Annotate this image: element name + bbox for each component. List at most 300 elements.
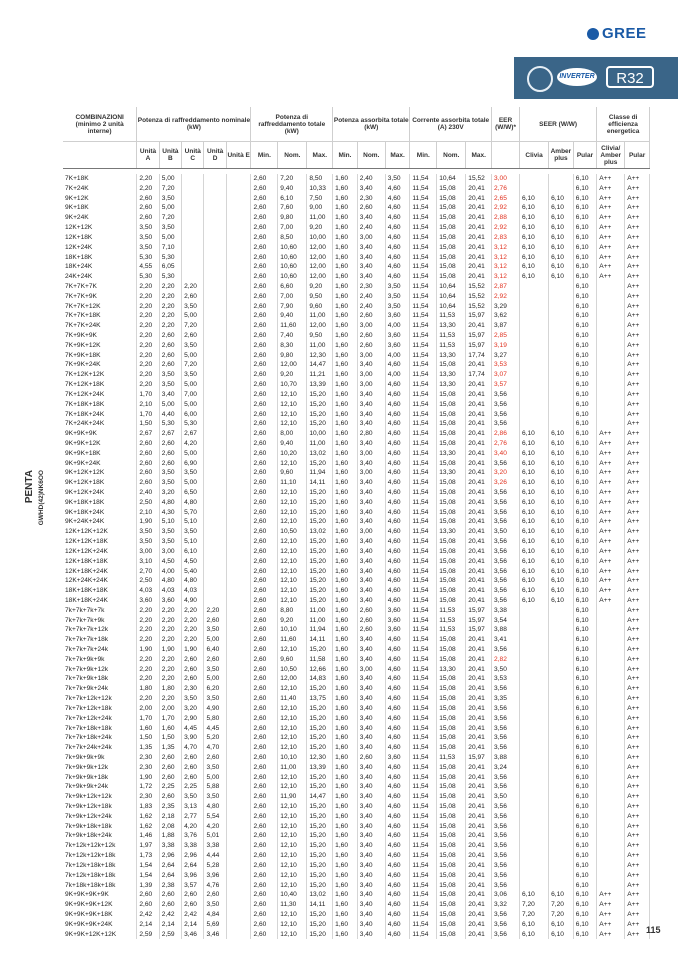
value-cell: 2,60	[137, 203, 159, 213]
header-raff-nominale: Potenza di raffreddamento nominale (kW)	[137, 107, 251, 142]
value-cell: 4,60	[385, 861, 410, 871]
value-cell: 1,60	[333, 900, 358, 910]
value-cell: 11,54	[410, 773, 437, 783]
table-row	[63, 625, 650, 635]
value-cell: 1,60	[333, 557, 358, 567]
value-cell: 3,00	[357, 370, 385, 380]
value-cell: 3,56	[492, 812, 520, 822]
value-cell: 2,60	[204, 655, 226, 665]
value-cell	[549, 655, 574, 665]
value-cell: 2,60	[251, 753, 278, 763]
value-cell: 11,54	[410, 321, 437, 331]
value-cell: 3,20	[159, 488, 181, 498]
value-cell: 7,20	[549, 910, 574, 920]
value-cell: 6,10	[573, 704, 597, 714]
value-cell: A++	[597, 488, 625, 498]
value-cell: 5,88	[204, 782, 226, 792]
value-cell	[597, 733, 625, 743]
value-cell: A++	[597, 527, 625, 537]
value-cell: 11,40	[278, 694, 307, 704]
value-cell: A++	[625, 311, 650, 321]
value-cell: 3,40	[357, 881, 385, 891]
value-cell: 15,08	[437, 390, 466, 400]
value-cell: 15,20	[307, 400, 333, 410]
value-cell: 6,10	[520, 576, 549, 586]
value-cell: 6,10	[520, 223, 549, 233]
value-cell: 1,60	[333, 674, 358, 684]
value-cell: 2,20	[137, 311, 159, 321]
value-cell: 2,20	[159, 635, 181, 645]
value-cell	[226, 576, 251, 586]
value-cell: 1,80	[159, 684, 181, 694]
value-cell: 7,20	[159, 184, 181, 194]
value-cell	[520, 733, 549, 743]
value-cell: A++	[597, 439, 625, 449]
combination-cell: 12K+18K	[63, 233, 137, 243]
value-cell: 2,42	[137, 910, 159, 920]
value-cell: 3,38	[182, 841, 204, 851]
value-cell	[549, 410, 574, 420]
value-cell: 12,10	[278, 488, 307, 498]
value-cell: 11,54	[410, 743, 437, 753]
value-cell: 3,54	[492, 616, 520, 626]
value-cell: 3,50	[204, 625, 226, 635]
value-cell: 3,40	[357, 537, 385, 547]
value-cell: 4,60	[385, 704, 410, 714]
value-cell: 1,60	[333, 459, 358, 469]
value-cell: 3,50	[137, 527, 159, 537]
value-cell: 10,70	[278, 380, 307, 390]
value-cell: 15,08	[437, 517, 466, 527]
value-cell	[182, 233, 204, 243]
value-cell: 2,25	[182, 782, 204, 792]
combination-cell: 12K+18K+24K	[63, 567, 137, 577]
value-cell: 3,40	[357, 243, 385, 253]
value-cell: 3,56	[492, 851, 520, 861]
value-cell	[204, 380, 226, 390]
value-cell: 4,50	[182, 557, 204, 567]
value-cell: 6,10	[573, 645, 597, 655]
value-cell: 1,72	[137, 782, 159, 792]
value-cell: 6,10	[573, 478, 597, 488]
value-cell: 11,54	[410, 822, 437, 832]
value-cell: 2,20	[159, 321, 181, 331]
combination-cell: 7K+12K+24K	[63, 390, 137, 400]
value-cell: 2,96	[182, 851, 204, 861]
value-cell: 6,10	[573, 665, 597, 675]
value-cell: 3,50	[204, 694, 226, 704]
value-cell: 3,90	[182, 733, 204, 743]
combination-cell: 12K+12K	[63, 223, 137, 233]
value-cell: 4,60	[385, 890, 410, 900]
value-cell: 20,41	[466, 184, 492, 194]
value-cell: 15,20	[307, 596, 333, 606]
table-row	[63, 537, 650, 547]
value-cell: 6,10	[573, 802, 597, 812]
value-cell: 2,60	[251, 517, 278, 527]
value-cell: 3,00	[492, 174, 520, 184]
value-cell: 11,54	[410, 302, 437, 312]
value-cell: 2,60	[357, 311, 385, 321]
value-cell: 15,52	[466, 292, 492, 302]
value-cell: 3,40	[357, 684, 385, 694]
combination-cell: 9K+12K+24K	[63, 488, 137, 498]
value-cell: 12,10	[278, 714, 307, 724]
value-cell: 2,60	[137, 449, 159, 459]
value-cell: 6,10	[278, 194, 307, 204]
value-cell	[226, 213, 251, 223]
value-cell: 2,20	[137, 370, 159, 380]
value-cell: 2,60	[357, 341, 385, 351]
header-min: Min.	[410, 142, 437, 169]
value-cell: 1,60	[333, 743, 358, 753]
value-cell: 6,10	[573, 419, 597, 429]
combination-cell: 7k+9k+12k+12k	[63, 792, 137, 802]
value-cell: 3,40	[357, 517, 385, 527]
value-cell: 2,30	[137, 763, 159, 773]
value-cell	[204, 557, 226, 567]
table-row	[63, 547, 650, 557]
value-cell: 3,00	[159, 547, 181, 557]
value-cell: 15,20	[307, 459, 333, 469]
value-cell: 1,60	[333, 665, 358, 675]
value-cell: 3,60	[159, 596, 181, 606]
value-cell: 1,60	[333, 567, 358, 577]
table-row	[63, 203, 650, 213]
value-cell: 2,60	[251, 203, 278, 213]
value-cell	[226, 655, 251, 665]
combination-cell: 7k+12k+12k+12k	[63, 841, 137, 851]
value-cell: 12,00	[307, 253, 333, 263]
value-cell	[226, 763, 251, 773]
value-cell	[204, 360, 226, 370]
value-cell: 2,20	[182, 625, 204, 635]
header-corrente: Corrente assorbita totale (A) 230V	[410, 107, 492, 142]
table-row	[63, 449, 650, 459]
value-cell: A++	[625, 802, 650, 812]
table-row	[63, 704, 650, 714]
value-cell	[520, 763, 549, 773]
value-cell: 2,60	[251, 253, 278, 263]
value-cell: 1,60	[137, 724, 159, 734]
value-cell: 1,50	[159, 733, 181, 743]
value-cell: 3,40	[357, 478, 385, 488]
combination-cell: 7K+18K+24K	[63, 410, 137, 420]
header-unita-a: Unità A	[137, 142, 159, 169]
header-classe: Classe di efficienza energetica	[597, 107, 650, 142]
value-cell: 12,00	[278, 674, 307, 684]
value-cell	[226, 684, 251, 694]
value-cell: 2,60	[251, 341, 278, 351]
value-cell: 13,30	[437, 527, 466, 537]
value-cell: 15,20	[307, 831, 333, 841]
value-cell	[549, 665, 574, 675]
value-cell	[520, 184, 549, 194]
value-cell: 15,08	[437, 704, 466, 714]
value-cell: A++	[625, 606, 650, 616]
value-cell: 4,90	[182, 596, 204, 606]
value-cell: 11,54	[410, 674, 437, 684]
value-cell	[597, 792, 625, 802]
value-cell: 5,30	[159, 253, 181, 263]
value-cell: 1,54	[137, 871, 159, 881]
value-cell: A++	[597, 517, 625, 527]
value-cell: 4,45	[182, 724, 204, 734]
value-cell: 15,20	[307, 871, 333, 881]
value-cell	[520, 331, 549, 341]
value-cell: 4,60	[385, 851, 410, 861]
value-cell: A++	[625, 410, 650, 420]
value-cell	[520, 782, 549, 792]
combination-cell: 7k+7k+18k+24k	[63, 733, 137, 743]
value-cell: 10,40	[278, 890, 307, 900]
value-cell: 4,60	[385, 419, 410, 429]
value-cell: 6,10	[573, 292, 597, 302]
value-cell	[226, 567, 251, 577]
value-cell: 3,40	[357, 714, 385, 724]
value-cell: 2,60	[251, 351, 278, 361]
value-cell: 1,80	[137, 684, 159, 694]
value-cell: 3,50	[492, 792, 520, 802]
value-cell: 11,54	[410, 724, 437, 734]
value-cell: 3,56	[492, 576, 520, 586]
value-cell	[204, 567, 226, 577]
value-cell: 1,60	[333, 881, 358, 891]
value-cell: 11,54	[410, 272, 437, 282]
value-cell: 12,10	[278, 390, 307, 400]
value-cell: 15,08	[437, 773, 466, 783]
value-cell: 6,10	[573, 763, 597, 773]
value-cell: 2,60	[251, 655, 278, 665]
value-cell: 4,45	[204, 724, 226, 734]
value-cell	[204, 586, 226, 596]
value-cell: 3,56	[492, 802, 520, 812]
value-cell: 1,60	[333, 478, 358, 488]
table-row	[63, 282, 650, 292]
header-clivia-amber: Clivia/ Amber plus	[597, 142, 625, 169]
table-row	[63, 763, 650, 773]
value-cell: 6,10	[573, 331, 597, 341]
value-cell: 2,60	[159, 753, 181, 763]
value-cell: 3,53	[492, 360, 520, 370]
value-cell: 4,60	[385, 900, 410, 910]
value-cell: 1,60	[333, 223, 358, 233]
value-cell: 4,00	[385, 351, 410, 361]
value-cell: 2,60	[251, 184, 278, 194]
value-cell	[204, 596, 226, 606]
value-cell: 6,10	[573, 822, 597, 832]
value-cell	[226, 262, 251, 272]
inverter-badge: INVERTER	[557, 68, 597, 86]
value-cell: 6,10	[573, 851, 597, 861]
value-cell: 20,41	[466, 655, 492, 665]
value-cell	[520, 792, 549, 802]
value-cell: 1,60	[333, 370, 358, 380]
combination-cell: 7k+7k+7k+18k	[63, 635, 137, 645]
value-cell: 12,10	[278, 831, 307, 841]
value-cell: 4,60	[385, 439, 410, 449]
combination-cell: 7K+7K+12K	[63, 302, 137, 312]
value-cell: 1,70	[159, 714, 181, 724]
value-cell: 15,08	[437, 262, 466, 272]
value-cell: 3,00	[357, 321, 385, 331]
value-cell	[597, 782, 625, 792]
value-cell: 2,20	[137, 616, 159, 626]
value-cell: 3,40	[357, 763, 385, 773]
value-cell: 1,60	[333, 527, 358, 537]
value-cell: 11,54	[410, 429, 437, 439]
value-cell: 4,03	[159, 586, 181, 596]
value-cell	[226, 782, 251, 792]
value-cell	[549, 851, 574, 861]
value-cell: 6,10	[520, 930, 549, 940]
value-cell: 11,54	[410, 527, 437, 537]
value-cell: 6,60	[278, 282, 307, 292]
value-cell: 11,54	[410, 576, 437, 586]
value-cell	[226, 410, 251, 420]
value-cell: 1,83	[137, 802, 159, 812]
value-cell: 4,60	[385, 743, 410, 753]
value-cell: 2,67	[182, 429, 204, 439]
value-cell: A++	[625, 714, 650, 724]
value-cell: 14,11	[307, 635, 333, 645]
value-cell: 15,08	[437, 920, 466, 930]
value-cell	[549, 174, 574, 184]
value-cell	[226, 841, 251, 851]
value-cell: 3,60	[385, 331, 410, 341]
value-cell: 2,20	[182, 616, 204, 626]
value-cell: 5,54	[204, 812, 226, 822]
value-cell: 8,80	[278, 606, 307, 616]
value-cell: 7,20	[159, 213, 181, 223]
combination-cell: 7k+9k+18k+18k	[63, 822, 137, 832]
value-cell: 11,54	[410, 459, 437, 469]
value-cell: 11,90	[278, 792, 307, 802]
value-cell: 11,54	[410, 812, 437, 822]
value-cell: 2,92	[492, 292, 520, 302]
value-cell: 11,54	[410, 331, 437, 341]
value-cell: 15,08	[437, 674, 466, 684]
value-cell: A++	[625, 341, 650, 351]
value-cell: A++	[625, 400, 650, 410]
value-cell	[520, 410, 549, 420]
value-cell: A++	[597, 508, 625, 518]
value-cell	[549, 606, 574, 616]
value-cell: 3,00	[137, 547, 159, 557]
value-cell	[226, 802, 251, 812]
value-cell: 11,54	[410, 792, 437, 802]
value-cell: 3,40	[357, 400, 385, 410]
value-cell	[226, 674, 251, 684]
value-cell: 6,10	[573, 321, 597, 331]
spec-table-body	[63, 174, 650, 939]
value-cell: 1,60	[333, 792, 358, 802]
value-cell: 2,76	[492, 439, 520, 449]
spec-table	[63, 107, 650, 939]
value-cell	[204, 429, 226, 439]
value-cell: A++	[625, 567, 650, 577]
value-cell: A++	[625, 792, 650, 802]
value-cell: 11,54	[410, 694, 437, 704]
combination-cell: 7K+9K+18K	[63, 351, 137, 361]
value-cell: 1,60	[333, 645, 358, 655]
value-cell: 1,60	[333, 655, 358, 665]
value-cell	[520, 674, 549, 684]
value-cell: 9,60	[278, 655, 307, 665]
value-cell: 1,60	[333, 782, 358, 792]
table-row	[63, 351, 650, 361]
value-cell: 15,20	[307, 645, 333, 655]
value-cell	[520, 380, 549, 390]
value-cell	[520, 635, 549, 645]
value-cell	[549, 684, 574, 694]
value-cell	[597, 419, 625, 429]
value-cell: 15,08	[437, 478, 466, 488]
value-cell: 1,90	[159, 645, 181, 655]
value-cell: 2,60	[182, 674, 204, 684]
value-cell: 2,20	[159, 282, 181, 292]
value-cell: 6,10	[549, 194, 574, 204]
value-cell: 3,40	[357, 262, 385, 272]
value-cell: 15,08	[437, 243, 466, 253]
value-cell: 3,56	[492, 714, 520, 724]
value-cell: 6,10	[573, 380, 597, 390]
table-row	[63, 311, 650, 321]
value-cell	[204, 203, 226, 213]
value-cell: 8,50	[278, 233, 307, 243]
value-cell: 12,10	[278, 537, 307, 547]
value-cell: 15,08	[437, 861, 466, 871]
table-row	[63, 743, 650, 753]
value-cell: A++	[625, 508, 650, 518]
value-cell: 15,08	[437, 576, 466, 586]
value-cell: 20,41	[466, 586, 492, 596]
value-cell: A++	[625, 920, 650, 930]
value-cell: 6,10	[573, 390, 597, 400]
value-cell: 6,10	[520, 468, 549, 478]
value-cell: 2,60	[251, 360, 278, 370]
value-cell: 9,80	[278, 351, 307, 361]
value-cell: 1,60	[333, 400, 358, 410]
value-cell: 20,41	[466, 773, 492, 783]
value-cell: 6,10	[573, 567, 597, 577]
value-cell: 2,60	[251, 508, 278, 518]
value-cell: 6,10	[573, 410, 597, 420]
value-cell: 2,65	[492, 194, 520, 204]
value-cell	[597, 684, 625, 694]
table-row	[63, 822, 650, 832]
value-cell	[204, 331, 226, 341]
value-cell: 15,97	[466, 606, 492, 616]
value-cell	[520, 841, 549, 851]
value-cell: 1,60	[333, 714, 358, 724]
value-cell: 2,38	[159, 881, 181, 891]
value-cell: 3,46	[204, 930, 226, 940]
value-cell: 20,41	[466, 851, 492, 861]
value-cell	[226, 439, 251, 449]
value-cell: 2,60	[251, 194, 278, 204]
value-cell: 1,60	[333, 360, 358, 370]
value-cell	[226, 429, 251, 439]
value-cell: 2,20	[159, 625, 181, 635]
value-cell: 6,10	[573, 586, 597, 596]
combination-cell: 7k+18k+18k+18k	[63, 881, 137, 891]
table-row	[63, 331, 650, 341]
value-cell: 1,60	[333, 773, 358, 783]
value-cell	[226, 253, 251, 263]
combination-cell: 7k+9k+12k+18k	[63, 802, 137, 812]
table-row	[63, 930, 650, 940]
